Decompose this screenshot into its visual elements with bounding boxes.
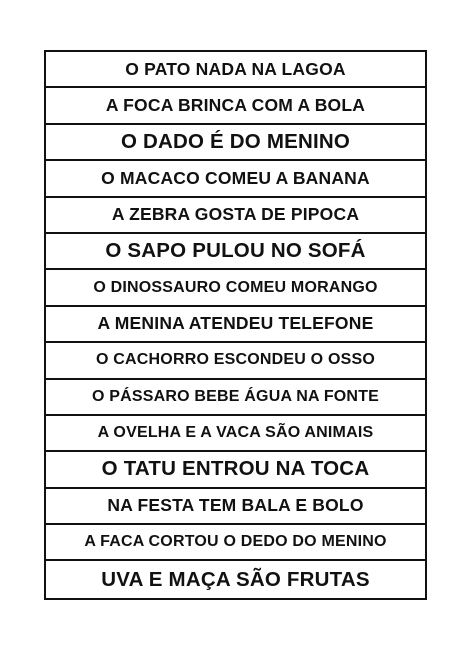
phrase-row (46, 234, 425, 270)
phrase-row (46, 161, 425, 197)
phrase-row (46, 489, 425, 525)
phrase-text: UVA E MAÇA SÃO FRUTAS (101, 567, 370, 591)
phrase-text: O CACHORRO ESCONDEU O OSSO (95, 351, 375, 369)
phrase-row (46, 343, 425, 379)
phrase-text: NA FESTA TEM BALA E BOLO (107, 495, 364, 516)
phrase-row (46, 270, 425, 306)
phrase-text: O PATO NADA NA LAGOA (125, 58, 346, 79)
phrase-row (46, 525, 425, 561)
phrase-text: A OVELHA E A VACA SÃO ANIMAIS (97, 424, 374, 442)
phrase-row (46, 125, 425, 161)
phrase-row (46, 88, 425, 124)
phrase-text: A MENINA ATENDEU TELEFONE (97, 313, 374, 334)
phrase-text: O SAPO PULOU NO SOFÁ (105, 239, 366, 263)
phrase-text: O MACACO COMEU A BANANA (101, 167, 370, 188)
phrase-row (46, 416, 425, 452)
phrase-text: A FACA CORTOU O DEDO DO MENINO (84, 533, 387, 551)
phrase-row (46, 452, 425, 488)
phrase-row (46, 52, 425, 88)
phrase-text: O DINOSSAURO COMEU MORANGO (93, 278, 378, 296)
phrase-row (46, 561, 425, 597)
phrase-row (46, 307, 425, 343)
phrase-text: O DADO É DO MENINO (120, 129, 351, 153)
phrase-text: A ZEBRA GOSTA DE PIPOCA (111, 204, 360, 225)
phrase-table (44, 50, 427, 600)
phrase-text: O PÁSSARO BEBE ÁGUA NA FONTE (91, 387, 380, 405)
phrase-row (46, 380, 425, 416)
phrase-text: O TATU ENTROU NA TOCA (101, 457, 370, 481)
phrase-row (46, 198, 425, 234)
phrase-text: A FOCA BRINCA COM A BOLA (105, 95, 366, 116)
